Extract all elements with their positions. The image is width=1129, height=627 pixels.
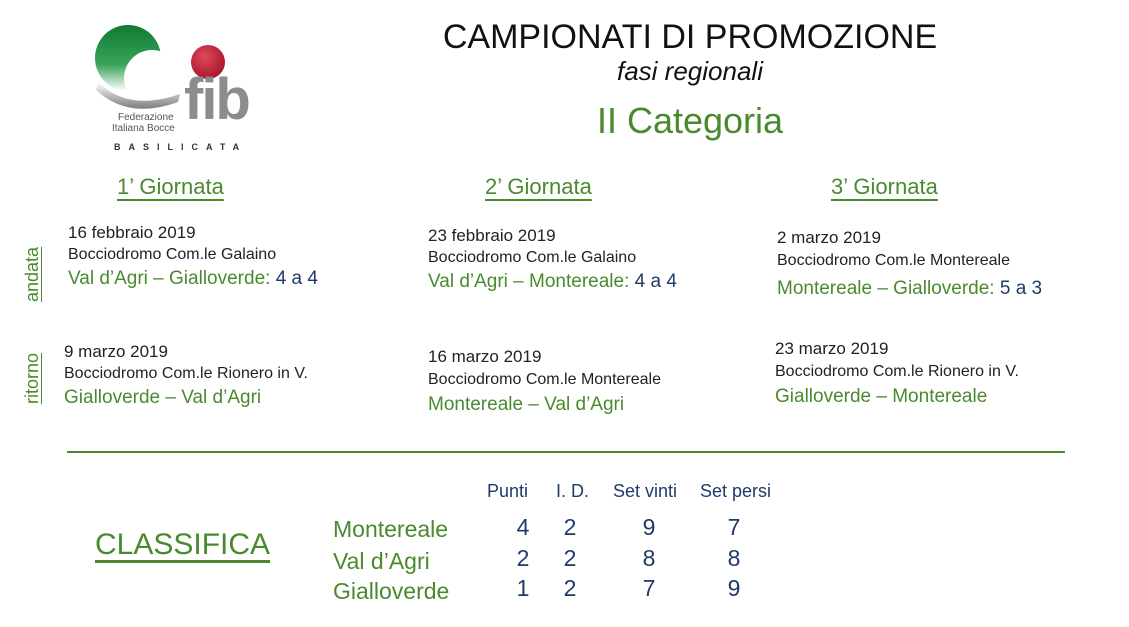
- page-subtitle: fasi regionali: [617, 56, 763, 86]
- andata-1-venue: Bocciodromo Com.le Galaino: [68, 246, 277, 263]
- row-3-punti: 1: [516, 575, 530, 601]
- andata-2-match: [428, 271, 677, 293]
- row-3-set-vinti: 7: [642, 575, 656, 601]
- row-2-set-vinti: 8: [642, 545, 656, 571]
- ritorno-1-date: 9 marzo 2019: [64, 342, 168, 361]
- andata-2-date: 23 febbraio 2019: [428, 226, 556, 245]
- col-set-vinti: Set vinti: [613, 481, 678, 501]
- andata-1-match: [68, 268, 318, 290]
- row-2-set-persi: 8: [727, 545, 741, 571]
- andata-3-match: [777, 278, 1042, 300]
- fib-brand-text: fib: [184, 67, 249, 132]
- col-punti: Punti: [487, 481, 529, 501]
- giornata-1-title: 1’ Giornata: [117, 174, 224, 199]
- ritorno-2-date: 16 marzo 2019: [428, 347, 542, 366]
- row-1-punti: 4: [516, 514, 530, 540]
- fib-logo: [88, 20, 278, 155]
- andata-2-teams: Val d’Agri – Montereale:: [428, 271, 630, 292]
- ritorno-1-match: Gialloverde – Val d’Agri: [64, 387, 262, 408]
- classifica-title: CLASSIFICA: [95, 528, 271, 561]
- section-divider: [67, 451, 1065, 453]
- ritorno-3-date: 23 marzo 2019: [775, 339, 889, 358]
- logo-line-1: Federazione: [118, 112, 174, 123]
- andata-label: andata: [22, 246, 42, 302]
- row-2-id: 2: [563, 545, 577, 571]
- category-title: II Categoria: [596, 100, 784, 141]
- andata-1-date: 16 febbraio 2019: [68, 223, 196, 242]
- row-3-id: 2: [563, 575, 577, 601]
- row-2-team: Val d’Agri: [333, 548, 430, 574]
- row-2-punti: 2: [516, 545, 530, 571]
- andata-3-date: 2 marzo 2019: [777, 228, 881, 247]
- col-id: I. D.: [556, 481, 590, 501]
- andata-2-score: 4 a 4: [634, 271, 677, 292]
- ritorno-2-venue: Bocciodromo Com.le Montereale: [428, 371, 661, 388]
- giornata-2-title: 2’ Giornata: [485, 174, 592, 199]
- col-set-persi: Set persi: [700, 481, 772, 501]
- andata-1-teams: Val d’Agri – Gialloverde:: [68, 268, 271, 289]
- ritorno-3-match: Gialloverde – Montereale: [775, 386, 988, 407]
- row-3-set-persi: 9: [727, 575, 741, 601]
- row-1-set-persi: 7: [727, 514, 741, 540]
- row-1-team: Montereale: [333, 516, 449, 542]
- andata-1-score: 4 a 4: [275, 268, 318, 289]
- andata-3-teams: Montereale – Gialloverde:: [777, 278, 995, 299]
- ritorno-1-venue: Bocciodromo Com.le Rionero in V.: [64, 365, 308, 382]
- logo-line-2: Italiana Bocce: [112, 123, 175, 134]
- ritorno-2-match: Montereale – Val d’Agri: [428, 394, 625, 415]
- giornata-3-title: 3’ Giornata: [831, 174, 938, 199]
- logo-region: BASILICATA: [114, 142, 248, 152]
- row-3-team: Gialloverde: [333, 578, 450, 604]
- fib-logo-graphic: [88, 20, 278, 120]
- andata-3-venue: Bocciodromo Com.le Montereale: [777, 252, 1010, 269]
- andata-3-score: 5 a 3: [999, 278, 1043, 299]
- ritorno-label: ritorno: [22, 352, 42, 404]
- andata-2-venue: Bocciodromo Com.le Galaino: [428, 249, 637, 266]
- page-title: CAMPIONATI DI PROMOZIONE: [442, 18, 938, 56]
- ritorno-3-venue: Bocciodromo Com.le Rionero in V.: [775, 363, 1019, 380]
- row-1-set-vinti: 9: [642, 514, 656, 540]
- row-1-id: 2: [563, 514, 577, 540]
